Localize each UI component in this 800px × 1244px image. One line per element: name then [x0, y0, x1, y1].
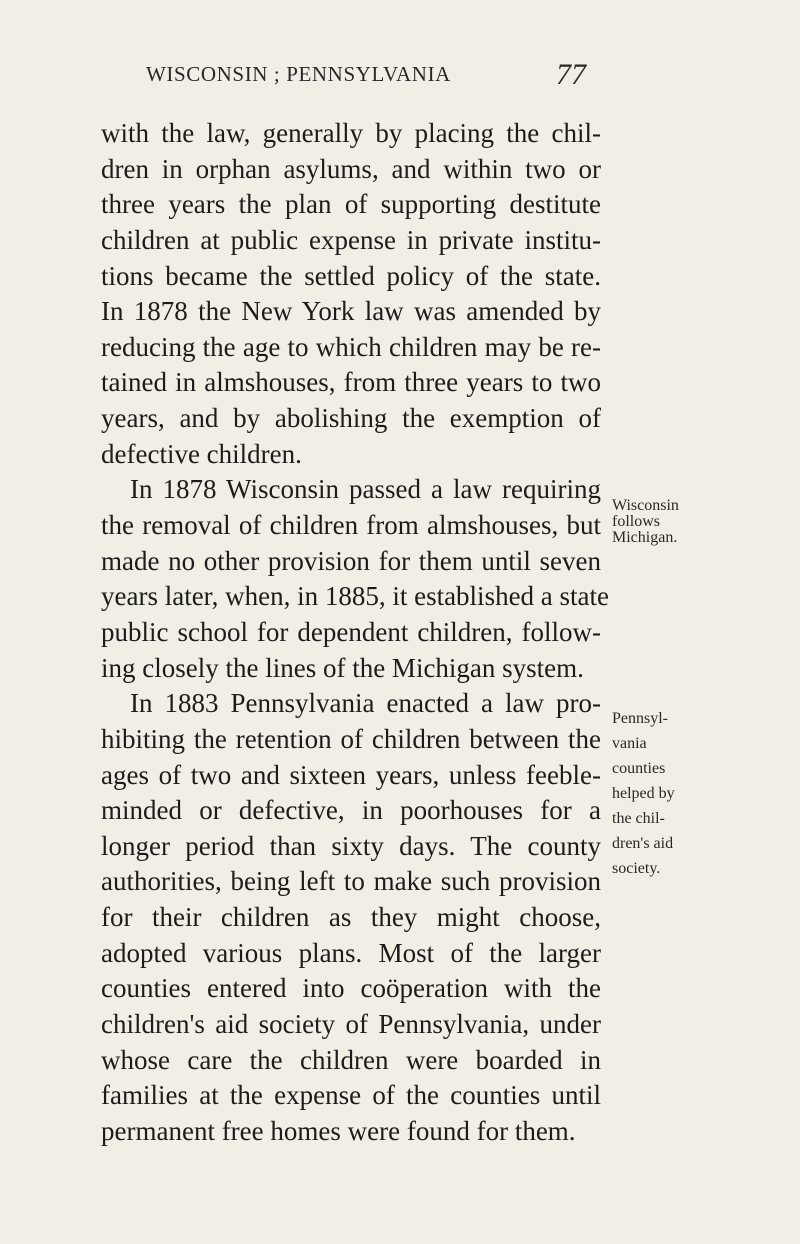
text-line: In 1878 the New York law was amended by — [101, 296, 601, 327]
text-line: reducing the age to which children may be re- — [101, 331, 601, 362]
text-line: tions became the settled policy of the state. — [101, 260, 601, 291]
text-line: permanent free homes were found for them. — [101, 1115, 576, 1146]
text-line: years, and by abolishing the exemption of — [101, 403, 601, 434]
text-line: with the law, generally by placing the chil- — [101, 118, 601, 148]
text-line: public school for dependent children, follow- — [101, 616, 601, 647]
text-line: ing closely the lines of the Michigan system. — [101, 652, 584, 683]
margin-note-wisconsin — [612, 498, 722, 546]
text-line: families at the expense of the counties until — [101, 1080, 601, 1111]
text-line: children's aid society of Pennsylvania, under — [101, 1009, 601, 1040]
text-line: defective children. — [101, 438, 302, 469]
text-line: ages of two and sixteen years, unless feeble- — [101, 759, 601, 790]
text-line: authorities, being left to make such provision — [101, 866, 601, 897]
text-line: In 1883 Pennsylvania enacted a law pro- — [130, 688, 601, 719]
text-line: made no other provision for them until seven — [101, 545, 601, 576]
page-number: 77 — [556, 58, 586, 91]
margin-note-line: vania — [612, 735, 647, 752]
text-line: In 1878 Wisconsin passed a law requiring — [130, 474, 601, 505]
text-line: for their children as they might choose, — [101, 902, 601, 933]
margin-note-line: counties — [612, 760, 666, 777]
margin-note-line: society. — [612, 860, 661, 877]
margin-note-line: dren's aid — [612, 835, 674, 852]
body-text — [101, 116, 610, 1150]
text-line: dren in orphan asylums, and within two or — [101, 153, 601, 184]
text-line: adopted various plans. Most of the larger — [101, 937, 601, 968]
text-line: years later, when, in 1885, it established a state — [101, 581, 610, 612]
text-line: the removal of children from almshouses, but — [101, 510, 601, 541]
text-line: minded or defective, in poorhouses for a — [101, 795, 601, 826]
margin-note-pennsylvania — [612, 706, 722, 881]
margin-note-line: helped by — [612, 785, 675, 802]
text-line: children at public expense in private institu- — [101, 224, 601, 255]
margin-note-line: Michigan. — [612, 529, 678, 546]
margin-note-line: Pennsyl- — [612, 710, 668, 727]
text-line: counties entered into coöperation with the — [101, 973, 601, 1004]
margin-note-line: the chil- — [612, 810, 665, 827]
margin-note-line: Wisconsin — [612, 497, 679, 514]
running-title: WISCONSIN ; PENNSYLVANIA — [146, 62, 451, 86]
text-line: longer period than sixty days. The county — [101, 830, 601, 861]
text-line: three years the plan of supporting destitute — [101, 189, 601, 220]
margin-note-line: follows — [612, 513, 660, 530]
text-line: whose care the children were boarded in — [101, 1044, 601, 1075]
text-line: hibiting the retention of children between the — [101, 723, 601, 754]
text-line: tained in almshouses, from three years to two — [101, 367, 601, 398]
